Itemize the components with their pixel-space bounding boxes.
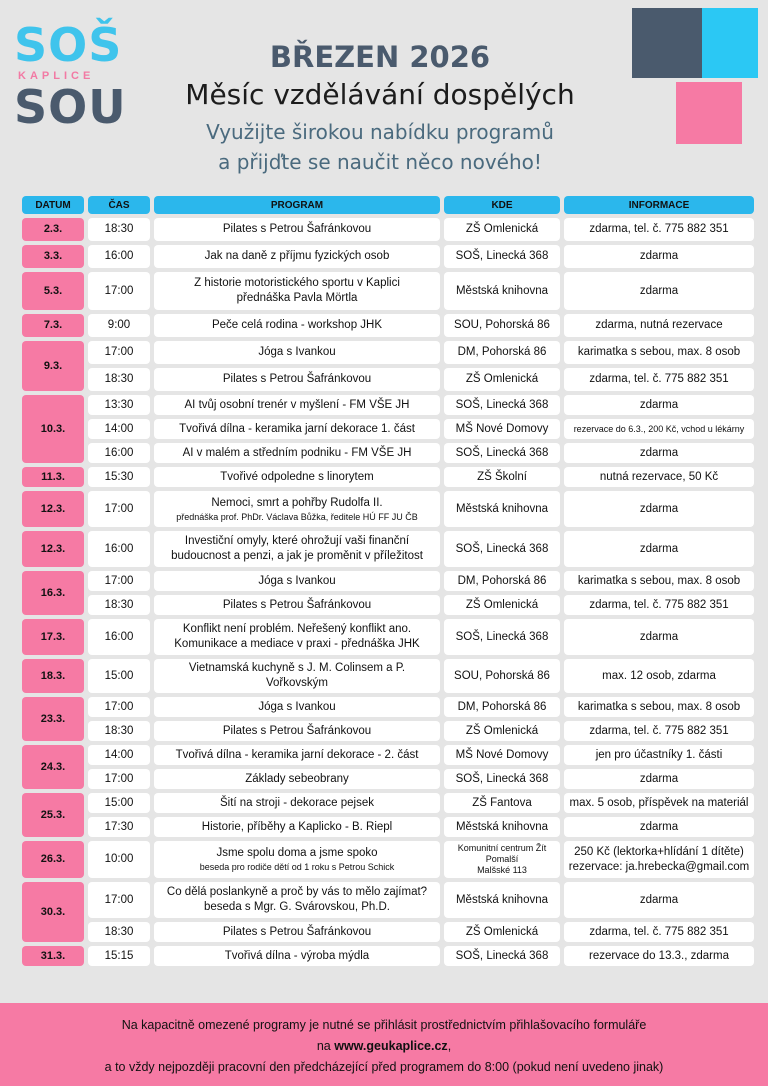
- table-row: [22, 745, 754, 765]
- program-cell: [154, 531, 440, 567]
- info-cell: rezervace do 6.3., 200 Kč, vchod u lékárny: [564, 419, 754, 439]
- program-detail: budoucnost a penzi, a jak je proměnit v příležitost: [171, 550, 423, 562]
- where-cell: SOŠ, Linecká 368: [444, 619, 560, 655]
- info-cell: karimatka s sebou, max. 8 osob: [564, 697, 754, 717]
- time-cell: 17:00: [88, 769, 150, 789]
- table-row: [22, 793, 754, 813]
- program-cell: Pilates s Petrou Šafránkovou: [154, 595, 440, 615]
- program-detail: přednáška Pavla Mörtla: [236, 292, 358, 304]
- table-row: [22, 595, 754, 615]
- time-cell: 18:30: [88, 595, 150, 615]
- where-cell: DM, Pohorská 86: [444, 341, 560, 364]
- date-cell: 12.3.: [22, 531, 84, 567]
- header-where: KDE: [444, 196, 560, 214]
- time-cell: 18:30: [88, 368, 150, 391]
- registration-footer: [0, 1003, 768, 1086]
- time-cell: 14:00: [88, 745, 150, 765]
- info-cell: zdarma, nutná rezervace: [564, 314, 754, 337]
- program-cell: [154, 882, 440, 918]
- where-cell: Městská knihovna: [444, 272, 560, 310]
- where-cell: Městská knihovna: [444, 882, 560, 918]
- tagline-line-2: a přijďte se naučit něco nového!: [218, 150, 542, 174]
- info-cell: zdarma: [564, 882, 754, 918]
- school-logo: [14, 18, 127, 134]
- where-line-2: Malšské 113: [477, 865, 527, 875]
- info-cell: zdarma, tel. č. 775 882 351: [564, 595, 754, 615]
- header-info: INFORMACE: [564, 196, 754, 214]
- table-row: [22, 368, 754, 391]
- table-row: [22, 697, 754, 717]
- table-row: [22, 817, 754, 837]
- program-cell: Jóga s Ivankou: [154, 341, 440, 364]
- info-cell: zdarma, tel. č. 775 882 351: [564, 922, 754, 942]
- table-row: [22, 245, 754, 268]
- footer-line-1: Na kapacitně omezené programy je nutné se přihlásit prostřednictvím přihlašovacího formuláře: [121, 1018, 647, 1032]
- time-cell: 17:00: [88, 882, 150, 918]
- table-row: [22, 491, 754, 527]
- where-cell: MŠ Nové Domovy: [444, 745, 560, 765]
- program-table: [18, 192, 758, 970]
- info-cell: zdarma: [564, 531, 754, 567]
- date-cell: 23.3.: [22, 697, 84, 741]
- time-cell: 15:15: [88, 946, 150, 966]
- info-cell: zdarma: [564, 395, 754, 415]
- table-row: [22, 395, 754, 415]
- date-cell: 5.3.: [22, 272, 84, 310]
- program-cell: Šití na stroji - dekorace pejsek: [154, 793, 440, 813]
- info-cell: zdarma, tel. č. 775 882 351: [564, 218, 754, 241]
- date-cell: 31.3.: [22, 946, 84, 966]
- date-cell: 18.3.: [22, 659, 84, 693]
- program-cell: Pilates s Petrou Šafránkovou: [154, 368, 440, 391]
- program-cell: Pilates s Petrou Šafránkovou: [154, 218, 440, 241]
- time-cell: 17:00: [88, 341, 150, 364]
- footer-line-2-suffix: ,: [447, 1039, 452, 1053]
- program-cell: Peče celá rodina - workshop JHK: [154, 314, 440, 337]
- time-cell: 17:30: [88, 817, 150, 837]
- info-cell: zdarma: [564, 769, 754, 789]
- info-cell: jen pro účastníky 1. části: [564, 745, 754, 765]
- where-cell: DM, Pohorská 86: [444, 697, 560, 717]
- tagline-line-1: Využijte širokou nabídku programů: [206, 120, 554, 144]
- time-cell: 15:30: [88, 467, 150, 487]
- info-cell: karimatka s sebou, max. 8 osob: [564, 571, 754, 591]
- page-title: BŘEZEN 2026: [269, 40, 491, 74]
- info-line-2: rezervace: ja.hrebecka@gmail.com: [568, 860, 750, 873]
- program-title: Konflikt není problém. Neřešený konflikt ano.: [182, 623, 412, 635]
- logo-kaplice: KAPLICE: [18, 70, 95, 82]
- where-cell: Městská knihovna: [444, 491, 560, 527]
- date-cell: 10.3.: [22, 395, 84, 463]
- table-row: [22, 619, 754, 655]
- where-cell: ZŠ Fantova: [444, 793, 560, 813]
- where-cell: ZŠ Omlenická: [444, 721, 560, 741]
- where-cell: SOŠ, Linecká 368: [444, 395, 560, 415]
- info-cell: zdarma: [564, 272, 754, 310]
- table-row: [22, 882, 754, 918]
- time-cell: 16:00: [88, 531, 150, 567]
- date-cell: 17.3.: [22, 619, 84, 655]
- time-cell: 17:00: [88, 697, 150, 717]
- where-cell: SOŠ, Linecká 368: [444, 443, 560, 463]
- date-cell: 3.3.: [22, 245, 84, 268]
- info-cell: zdarma, tel. č. 775 882 351: [564, 721, 754, 741]
- info-cell: zdarma: [564, 245, 754, 268]
- time-cell: 17:00: [88, 272, 150, 310]
- program-cell: AI v malém a středním podniku - FM VŠE JH: [154, 443, 440, 463]
- where-cell: SOŠ, Linecká 368: [444, 245, 560, 268]
- program-detail: beseda s Mgr. G. Svárovskou, Ph.D.: [204, 901, 390, 913]
- info-cell: [564, 841, 754, 878]
- date-cell: 7.3.: [22, 314, 84, 337]
- table-row: [22, 841, 754, 878]
- where-cell: Městská knihovna: [444, 817, 560, 837]
- table-row: [22, 659, 754, 693]
- decor-pink-square: [676, 82, 742, 144]
- info-cell: zdarma: [564, 619, 754, 655]
- date-cell: 16.3.: [22, 571, 84, 615]
- time-cell: 14:00: [88, 419, 150, 439]
- program-title: Investiční omyly, které ohrožují vaši finanční: [184, 535, 410, 547]
- program-title: Nemoci, smrt a pohřby Rudolfa II.: [211, 496, 383, 509]
- where-cell: DM, Pohorská 86: [444, 571, 560, 591]
- decor-slate-square: [632, 8, 702, 78]
- program-detail: beseda pro rodiče dětí od 1 roku s Petrou Schick: [199, 862, 395, 872]
- where-cell: MŠ Nové Domovy: [444, 419, 560, 439]
- info-cell: zdarma: [564, 817, 754, 837]
- program-cell: Jak na daně z příjmu fyzických osob: [154, 245, 440, 268]
- where-cell: SOU, Pohorská 86: [444, 314, 560, 337]
- where-cell: SOU, Pohorská 86: [444, 659, 560, 693]
- header-program: PROGRAM: [154, 196, 440, 214]
- footer-line-2-prefix: na: [316, 1039, 335, 1053]
- program-cell: Tvořivá dílna - keramika jarní dekorace - 2. část: [154, 745, 440, 765]
- program-title: Z historie motoristického sportu v Kaplici: [194, 277, 400, 289]
- time-cell: 18:30: [88, 922, 150, 942]
- program-cell: Základy sebeobrany: [154, 769, 440, 789]
- time-cell: 15:00: [88, 659, 150, 693]
- time-cell: 18:30: [88, 721, 150, 741]
- table-header-row: [22, 196, 754, 214]
- table-row: [22, 443, 754, 463]
- program-detail: Komunikace a mediace v praxi - přednáška JHK: [174, 638, 420, 650]
- info-cell: max. 5 osob, příspěvek na materiál: [564, 793, 754, 813]
- where-cell: [444, 841, 560, 878]
- time-cell: 13:30: [88, 395, 150, 415]
- registration-link[interactable]: www.geukaplice.cz: [334, 1039, 448, 1053]
- program-cell: Historie, příběhy a Kaplicko - B. Riepl: [154, 817, 440, 837]
- table-row: [22, 341, 754, 364]
- page-subtitle: Měsíc vzdělávání dospělých: [185, 78, 575, 111]
- time-cell: 16:00: [88, 245, 150, 268]
- info-cell: zdarma, tel. č. 775 882 351: [564, 368, 754, 391]
- program-cell: [154, 272, 440, 310]
- date-cell: 12.3.: [22, 491, 84, 527]
- info-line-1: 250 Kč (lektorka+hlídání 1 dítěte): [574, 845, 744, 858]
- decor-blue-square: [702, 8, 758, 78]
- date-cell: 24.3.: [22, 745, 84, 789]
- where-cell: SOŠ, Linecká 368: [444, 769, 560, 789]
- info-cell: nutná rezervace, 50 Kč: [564, 467, 754, 487]
- footer-line-3: a to vždy nejpozději pracovní den předcházející před programem do 8:00 (pokud není uvedeno jinak): [104, 1060, 664, 1074]
- date-cell: 11.3.: [22, 467, 84, 487]
- logo-sou: SOU: [14, 80, 127, 134]
- where-cell: SOŠ, Linecká 368: [444, 946, 560, 966]
- time-cell: 16:00: [88, 619, 150, 655]
- table-row: [22, 531, 754, 567]
- logo-sos: SOŠ: [14, 18, 123, 72]
- date-cell: 30.3.: [22, 882, 84, 942]
- date-cell: 9.3.: [22, 341, 84, 391]
- where-cell: ZŠ Školní: [444, 467, 560, 487]
- info-cell: max. 12 osob, zdarma: [564, 659, 754, 693]
- time-cell: 17:00: [88, 491, 150, 527]
- program-cell: Tvořivá dílna - keramika jarní dekorace 1. část: [154, 419, 440, 439]
- program-cell: [154, 491, 440, 527]
- where-cell: ZŠ Omlenická: [444, 218, 560, 241]
- program-cell: Pilates s Petrou Šafránkovou: [154, 922, 440, 942]
- time-cell: 9:00: [88, 314, 150, 337]
- time-cell: 15:00: [88, 793, 150, 813]
- table-row: [22, 314, 754, 337]
- program-cell: [154, 841, 440, 878]
- header-date: DATUM: [22, 196, 84, 214]
- where-line-1: Komunitní centrum Žít Pomalší: [457, 843, 547, 864]
- table-row: [22, 272, 754, 310]
- footer-line-2: [0, 1036, 768, 1057]
- info-cell: zdarma: [564, 491, 754, 527]
- table-row: [22, 571, 754, 591]
- program-cell: Tvořivé odpoledne s linorytem: [154, 467, 440, 487]
- table-row: [22, 419, 754, 439]
- date-cell: 25.3.: [22, 793, 84, 837]
- program-cell: Jóga s Ivankou: [154, 571, 440, 591]
- table-row: [22, 721, 754, 741]
- program-cell: Pilates s Petrou Šafránkovou: [154, 721, 440, 741]
- table-row: [22, 946, 754, 966]
- program-title: Co dělá poslankyně a proč by vás to mělo zajímat?: [166, 886, 428, 898]
- table-row: [22, 922, 754, 942]
- program-cell: Vietnamská kuchyně s J. M. Colinsem a P. Vořkovským: [154, 659, 440, 693]
- time-cell: 17:00: [88, 571, 150, 591]
- info-cell: karimatka s sebou, max. 8 osob: [564, 341, 754, 364]
- header-time: ČAS: [88, 196, 150, 214]
- table-row: [22, 467, 754, 487]
- program-cell: Tvořivá dílna - výroba mýdla: [154, 946, 440, 966]
- info-cell: zdarma: [564, 443, 754, 463]
- program-title: Jsme spolu doma a jsme spoko: [216, 847, 378, 859]
- time-cell: 18:30: [88, 218, 150, 241]
- date-cell: 2.3.: [22, 218, 84, 241]
- table-row: [22, 218, 754, 241]
- where-cell: ZŠ Omlenická: [444, 922, 560, 942]
- info-cell: rezervace do 13.3., zdarma: [564, 946, 754, 966]
- program-cell: Jóga s Ivankou: [154, 697, 440, 717]
- table-row: [22, 769, 754, 789]
- time-cell: 10:00: [88, 841, 150, 878]
- where-cell: ZŠ Omlenická: [444, 368, 560, 391]
- program-detail: přednáška prof. PhDr. Václava Bůžka, ředitele HÚ FF JU ČB: [176, 511, 418, 522]
- where-cell: SOŠ, Linecká 368: [444, 531, 560, 567]
- program-cell: [154, 619, 440, 655]
- date-cell: 26.3.: [22, 841, 84, 878]
- time-cell: 16:00: [88, 443, 150, 463]
- where-cell: ZŠ Omlenická: [444, 595, 560, 615]
- program-cell: AI tvůj osobní trenér v myšlení - FM VŠE JH: [154, 395, 440, 415]
